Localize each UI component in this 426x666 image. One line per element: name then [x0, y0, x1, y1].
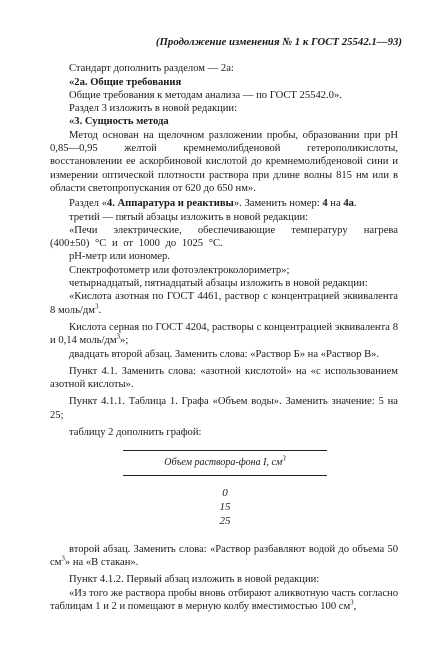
p19-sup: 3: [61, 554, 65, 563]
paragraph-third-fifth: третий — пятый абзацы изложить в новой редакции:: [69, 211, 309, 223]
running-head: (Продолжение изменения № 1 к ГОСТ 25542.1—93): [155, 36, 402, 48]
p21-b: ,: [353, 600, 357, 612]
p14-a: Кислота серная по ГОСТ 4204, растворы с концентрацией эквивалента 8 и 0,14 моль/дм: [50, 321, 398, 347]
table-header-sup: 3: [282, 454, 286, 463]
section-3-heading-text: «3. Сущность метода: [69, 116, 169, 128]
paragraph-second-abzac: [50, 543, 398, 570]
p13-a: «Кислота азотная по ГОСТ 4461, раствор с концентрацией эквивалента 8 моль/дм: [50, 291, 398, 316]
section-3-heading: [50, 115, 398, 128]
p14-sup: 3: [116, 332, 121, 341]
p7-on: на: [327, 198, 344, 210]
paragraph-4-1-1: Пункт 4.1.1. Таблица 1. Графа «Объем воды». Заменить значение: 5 на 25;: [50, 396, 398, 421]
table-value-0: 0: [222, 486, 228, 499]
paragraph-section-4: [50, 197, 398, 210]
paragraph-furnaces: «Печи электрические, обеспечивающие температуру нагрева (400±50) °С и от 1000 до 1025 °С.: [50, 224, 398, 250]
p21-a: «Из того же раствора пробы вновь отбирают аликвотную часть согласно таблицам 1 и 2 и помещают в мерную колбу вместимостью 100 см: [50, 587, 398, 612]
paragraph-spectrophotometer: Спектрофотометр или фотоэлектроколориметр»;: [69, 264, 290, 276]
p19-b: » на «В стакан».: [64, 556, 139, 568]
p7-mid: ». Заменить номер:: [233, 198, 323, 210]
p21-sup: 3: [350, 598, 354, 607]
p13-sup: 3: [94, 302, 99, 311]
table-header: [123, 451, 327, 475]
paragraph-ph-meter: pH-метр или иономер.: [69, 251, 170, 263]
p7-pre: Раздел «: [69, 198, 107, 210]
paragraph-method-essence: Метод основан на щелочном разложении пробы, образовании при pH 0,85—0,95 желтой кремнемолибденовой гетерополикислоты, восстановлении ее аскорбиновой кислотой до кремнемолибденовой сини и измерении оптической плотности раствора при длине волны 815 нм или в области светопропускания от 620 до 650 нм».: [50, 129, 398, 194]
paragraph-add-section: Стандарт дополнить разделом — 2а:: [69, 63, 234, 75]
paragraph-general-requirements: Общие требования к методам анализа — по ГОСТ 25542.0».: [69, 89, 342, 101]
table-2-column: [123, 450, 327, 527]
p7-bold: 4. Аппаратура и реактивы: [106, 198, 234, 210]
paragraph-aliquot: [50, 587, 398, 614]
paragraph-section-3-instruction: Раздел 3 изложить в новой редакции:: [69, 103, 238, 115]
section-2a-heading-text: «2а. Общие требования: [69, 76, 182, 88]
p14-b: »;: [120, 335, 129, 347]
p7-num1: 4: [322, 198, 328, 210]
paragraph-table-2: таблицу 2 дополнить графой:: [69, 427, 202, 439]
paragraph-4-1: Пункт 4.1. Заменить слова: «азотной кислотой» на «с использованием азотной кислоты».: [50, 365, 398, 391]
p7-end: .: [353, 198, 357, 210]
document-page: [50, 36, 402, 613]
section-2a-heading: [50, 76, 398, 89]
paragraph-fourteenth: четырнадцатый, пятнадцатый абзацы изложить в новой редакции:: [69, 278, 368, 290]
table-value-2: 25: [219, 514, 231, 527]
paragraph-nitric-acid: [50, 290, 398, 317]
table-header-text: Объем раствора-фона I, см: [164, 457, 283, 469]
table-values: [123, 476, 327, 528]
p19-a: второй абзац. Заменить слова: «Раствор разбавляют водой до объема 50 см: [50, 543, 398, 568]
p7-num2: 4а: [343, 198, 354, 210]
table-value-1: 15: [219, 500, 231, 513]
paragraph-sulfuric-acid: [50, 321, 398, 348]
paragraph-4-1-2: Пункт 4.1.2. Первый абзац изложить в новой редакции:: [69, 574, 320, 586]
paragraph-22nd: двадцать второй абзац. Заменить слова: «Раствор Б» на «Раствор В».: [69, 348, 380, 360]
p13-b: .: [98, 304, 102, 316]
